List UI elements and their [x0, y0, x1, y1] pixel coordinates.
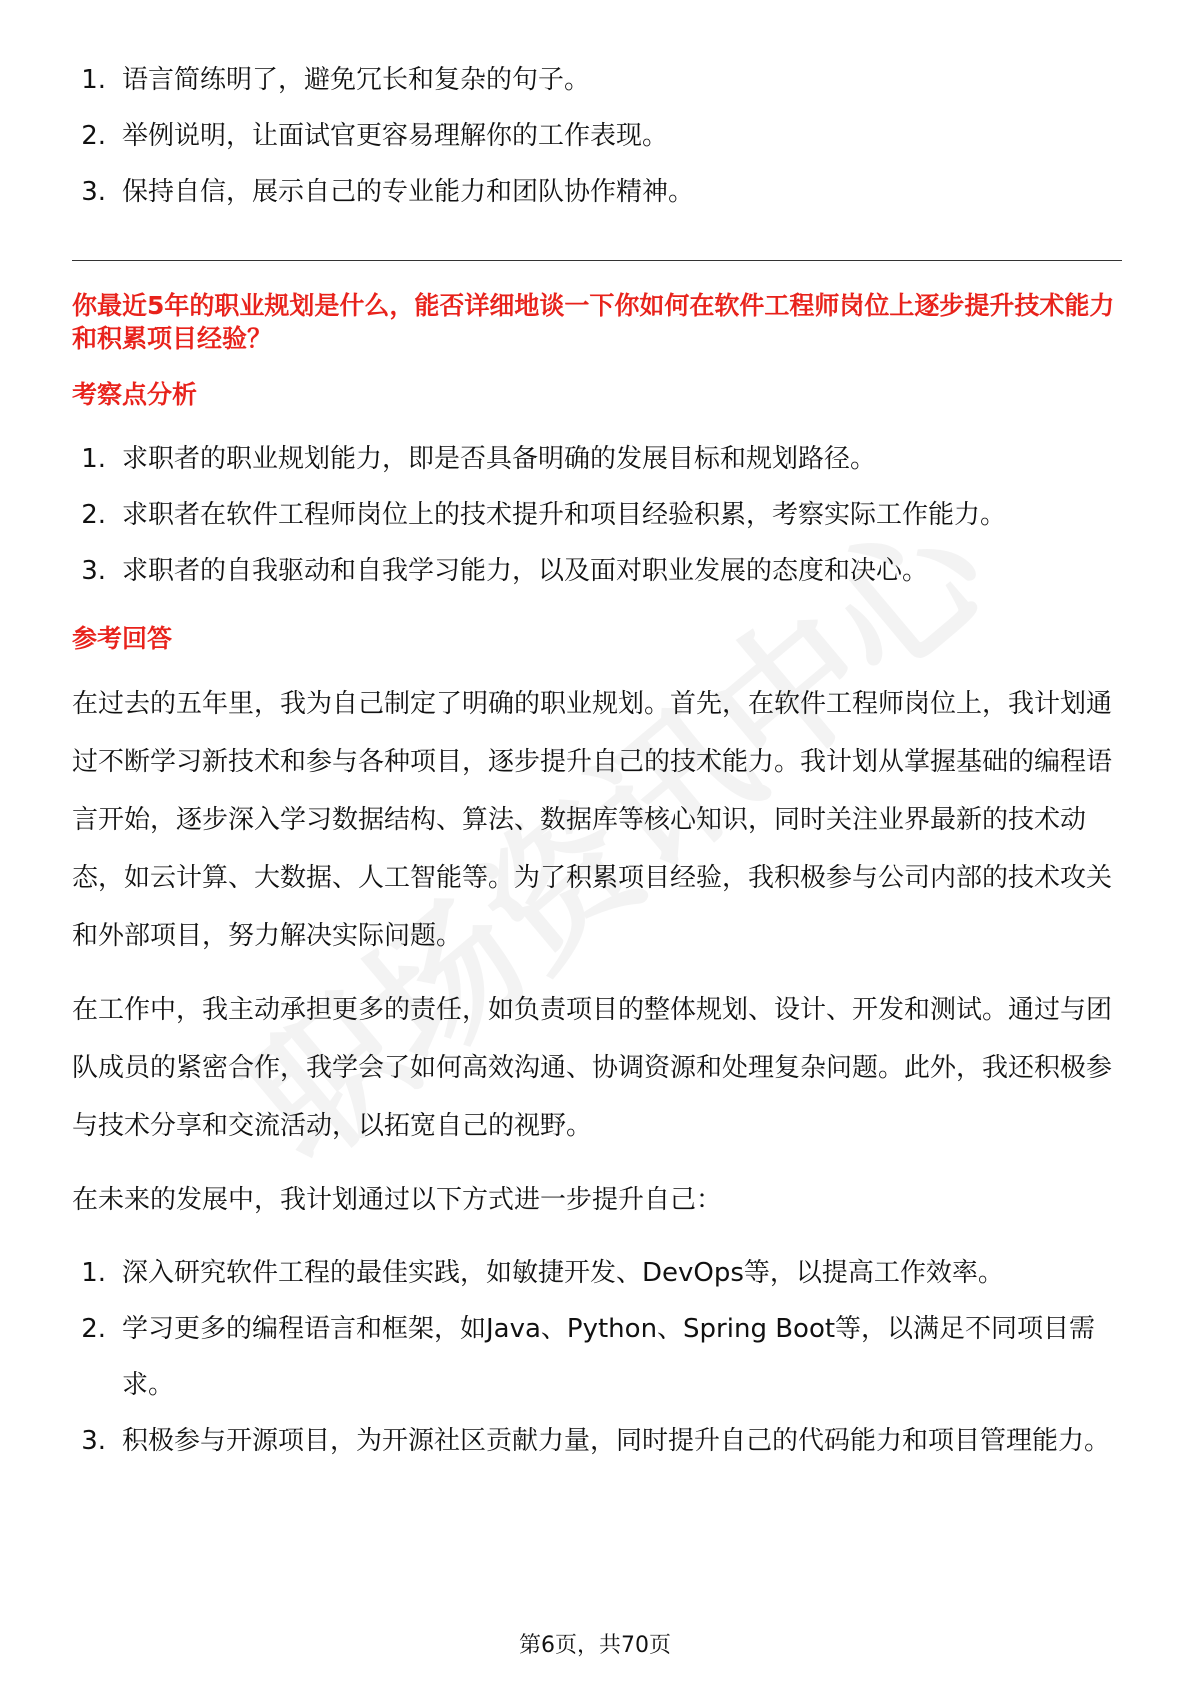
list-item: 2. 学习更多的编程语言和框架，如Java、Python、Spring Boot等，以满足不同项目需求。 [81, 1314, 1096, 1400]
list-item: 1. 深入研究软件工程的最佳实践，如敏捷开发、DevOps等，以提高工作效率。 [81, 1258, 1004, 1288]
future-list [72, 1245, 1122, 1469]
answer-title: 参考回答 [72, 624, 173, 653]
answer-paragraph: 在工作中，我主动承担更多的责任，如负责项目的整体规划、设计、开发和测试。通过与团队成员的紧密合作，我学会了如何高效沟通、协调资源和处理复杂问题。此外，我还积极参与技术分享和交流活动，以拓宽自己的视野。 [72, 995, 1113, 1141]
answer-paragraph: 在未来的发展中，我计划通过以下方式进一步提升自己： [72, 1185, 723, 1215]
content [72, 52, 1122, 1469]
list-item: 1. 求职者的职业规划能力，即是否具备明确的发展目标和规划路径。 [81, 444, 877, 474]
list-item: 1. 语言简练明了，避免冗长和复杂的句子。 [81, 65, 591, 95]
answer-paragraph: 在过去的五年里，我为自己制定了明确的职业规划。首先，在软件工程师岗位上，我计划通过不断学习新技术和参与各种项目，逐步提升自己的技术能力。我计划从掌握基础的编程语言开始，逐步深入学习数据结构、算法、数据库等核心知识，同时关注业界最新的技术动态，如云计算、大数据、人工智能等。为了积累项目经验，我积极参与公司内部的技术攻关和外部项目，努力解决实际问题。 [72, 689, 1113, 951]
list-item: 3. 保持自信，展示自己的专业能力和团队协作精神。 [81, 177, 695, 207]
question-heading: 你最近5年的职业规划是什么，能否详细地谈一下你如何在软件工程师岗位上逐步提升技术能力和积累项目经验？ [72, 291, 1115, 353]
top-list [72, 52, 1122, 220]
divider [72, 260, 1122, 261]
page-number: 第6页，共70页 [519, 1633, 671, 1658]
list-item: 3. 求职者的自我驱动和自我学习能力，以及面对职业发展的态度和决心。 [81, 556, 929, 586]
list-item: 2. 求职者在软件工程师岗位上的技术提升和项目经验积累，考察实际工作能力。 [81, 500, 1007, 530]
list-item: 3. 积极参与开源项目，为开源社区贡献力量，同时提升自己的代码能力和项目管理能力。 [81, 1426, 1111, 1456]
analysis-list [72, 431, 1122, 599]
analysis-title: 考察点分析 [72, 380, 198, 409]
list-item: 2. 举例说明，让面试官更容易理解你的工作表现。 [81, 121, 669, 151]
